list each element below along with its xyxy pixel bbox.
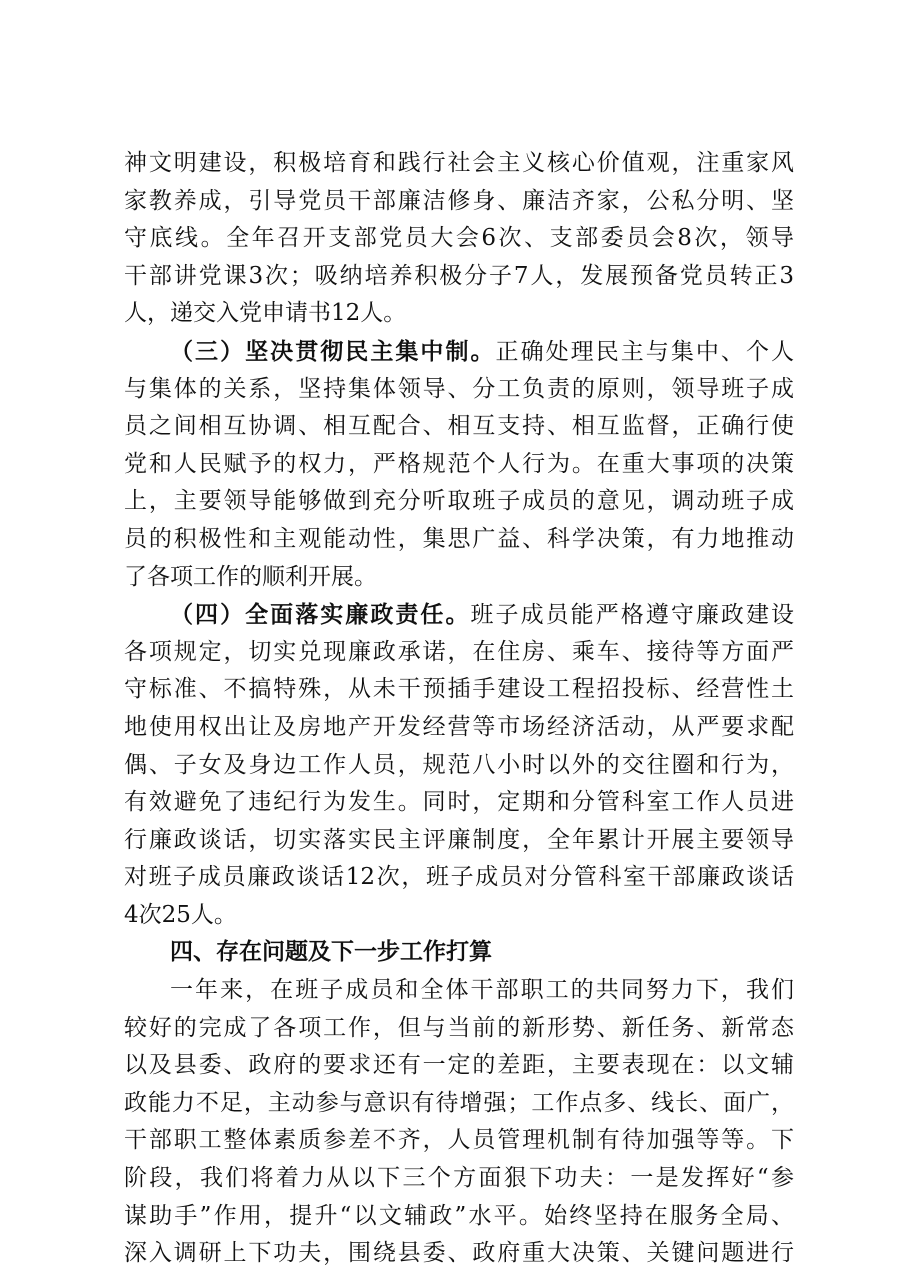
line-text: 人，递交入党申请书12人。 xyxy=(124,300,407,327)
line-text: 员的积极性和主观能动性，集思广益、科学决策，有力地推动 xyxy=(124,525,794,552)
line-text: 员之间相互协调、相互配合、相互支持、相互监督，正确行使 xyxy=(124,413,794,440)
line-text: 干部讲党课3次；吸纳培养积极分子7人，发展预备党员转正3 xyxy=(124,262,794,289)
line-text: 以及县委、政府的要求还有一定的差距，主要表现在：以文辅 xyxy=(124,1052,794,1079)
line-text: 4次25人。 xyxy=(124,901,237,928)
text-line xyxy=(124,559,794,597)
text-line xyxy=(124,408,794,446)
text-line xyxy=(124,183,794,221)
paragraph-group xyxy=(124,145,794,934)
line-text: 与集体的关系，坚持集体领导、分工负责的原则，领导班子成 xyxy=(124,375,794,402)
line-text: 正确处理民主与集中、个人 xyxy=(495,338,795,365)
line-text: 班子成员能严格遵守廉政建设 xyxy=(470,602,795,629)
text-line xyxy=(124,446,794,484)
text-line xyxy=(124,634,794,672)
subheading-text: （三）坚决贯彻民主集中制。 xyxy=(170,337,496,365)
text-line xyxy=(124,1198,794,1236)
document-body xyxy=(124,145,794,1273)
text-line xyxy=(124,220,794,258)
text-line xyxy=(124,671,794,709)
line-text: 上，主要领导能够做到充分听取班子成员的意见，调动班子成 xyxy=(124,488,794,515)
paragraph-group xyxy=(124,972,794,1273)
text-line xyxy=(124,784,794,822)
text-line xyxy=(124,747,794,785)
text-line xyxy=(124,1085,794,1123)
section-heading: 四、存在问题及下一步工作打算 xyxy=(170,939,492,966)
line-text: 有效避免了违纪行为发生。同时，定期和分管科室工作人员进 xyxy=(124,789,794,816)
text-line xyxy=(124,295,794,333)
text-line xyxy=(124,1047,794,1085)
line-text: 了各项工作的顺利开展。 xyxy=(124,563,377,590)
text-line xyxy=(124,1010,794,1048)
line-text: 守标准、不搞特殊，从未干预插手建设工程招投标、经营性土 xyxy=(124,676,794,703)
text-line xyxy=(124,822,794,860)
text-line xyxy=(124,897,794,935)
text-line xyxy=(124,596,794,634)
text-line xyxy=(124,483,794,521)
line-text: 守底线。全年召开支部党员大会6次、支部委员会8次，领导 xyxy=(124,225,794,252)
line-text: 政能力不足，主动参与意识有待增强；工作点多、线长、面广， xyxy=(124,1089,794,1116)
text-line xyxy=(124,972,794,1010)
line-text: 对班子成员廉政谈话12次，班子成员对分管科室干部廉政谈话 xyxy=(124,864,794,891)
text-line xyxy=(124,258,794,296)
line-text: 神文明建设，积极培育和践行社会主义核心价值观，注重家风 xyxy=(124,150,794,176)
line-text: 较好的完成了各项工作，但与当前的新形势、新任务、新常态 xyxy=(124,1014,794,1041)
text-line xyxy=(124,859,794,897)
line-text: 地使用权出让及房地产开发经营等市场经济活动，从严要求配 xyxy=(124,713,794,740)
text-line xyxy=(124,709,794,747)
subheading-text: （四）全面落实廉政责任。 xyxy=(170,601,471,629)
line-text: 干部职工整体素质参差不齐，人员管理机制有待加强等等。下 xyxy=(124,1127,794,1154)
text-line xyxy=(124,371,794,409)
line-text: 偶、子女及身边工作人员，规范八小时以外的交往圈和行为， xyxy=(124,751,794,778)
line-text: 深入调研上下功夫，围绕县委、政府重大决策、关键问题进行 xyxy=(124,1240,794,1267)
text-line xyxy=(124,1160,794,1198)
line-text: 阶段，我们将着力从以下三个方面狠下功夫：一是发挥好“参 xyxy=(124,1165,794,1192)
text-line xyxy=(124,1122,794,1160)
text-line xyxy=(124,333,794,371)
text-line xyxy=(124,521,794,559)
line-text: 家教养成，引导党员干部廉洁修身、廉洁齐家，公私分明、坚 xyxy=(124,187,794,214)
line-text: 一年来，在班子成员和全体干部职工的共同努力下，我们 xyxy=(170,977,794,1004)
text-line xyxy=(124,1235,794,1273)
text-line xyxy=(124,145,794,183)
line-text: 党和人民赋予的权力，严格规范个人行为。在重大事项的决策 xyxy=(124,450,794,477)
line-text: 行廉政谈话，切实落实民主评廉制度，全年累计开展主要领导 xyxy=(124,826,794,853)
line-text: 谋助手”作用，提升“以文辅政”水平。始终坚持在服务全局、 xyxy=(124,1202,794,1229)
line-text: 各项规定，切实兑现廉政承诺，在住房、乘车、接待等方面严 xyxy=(124,638,794,665)
